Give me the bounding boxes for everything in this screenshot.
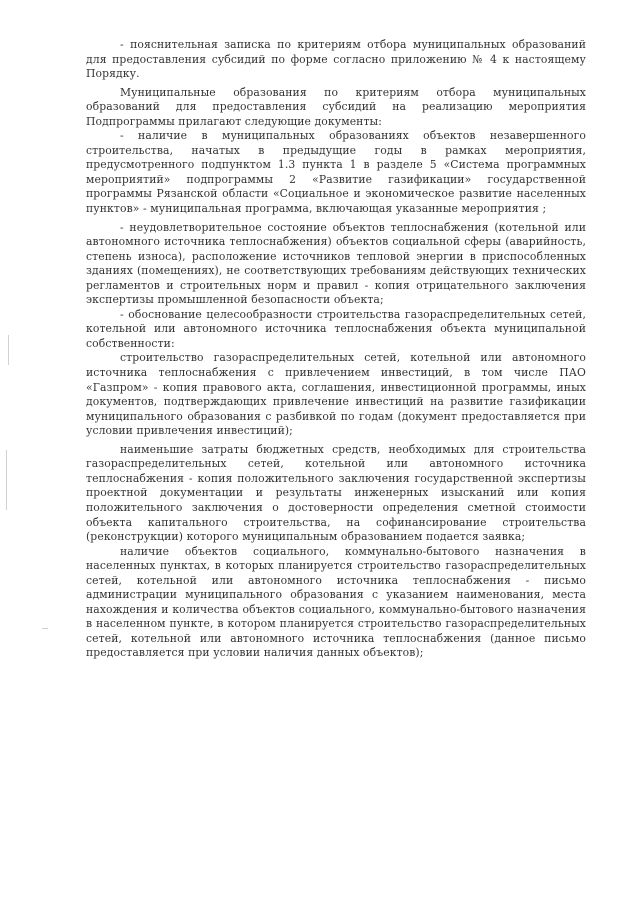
scan-artifact-left-3 [42,628,48,629]
paragraph-unfinished-construction: - наличие в муниципальных образованиях объектов незавершенного строительства, начатых в предыдущие годы в рамках мероприятия, предусмотренного подпунктом 1.3 пункта 1 в разделе 5 «Система программных мероприятий» подпрограммы 2 «Развитие газификации» государственной программы Рязанской области «Социальное и экономическое развитие населенных пунктов» - муниципальная программа, включающая указанные мероприятия ; [86,129,586,216]
paragraph-social-objects: наличие объектов социального, коммунально-бытового назначения в населенных пунктах, в которых планируется строительство газораспределительных сетей, котельной или автономного источника теплоснабжения - письмо администрации муниципального образования с указанием наименования, места нахождения и количества объектов социального, коммунально-бытового назначения в населенном пункте, в котором планируется строительство газораспределительных сетей, котельной или автономного источника теплоснабжения (данное письмо предоставляется при условии наличия данных объектов); [86,544,586,660]
paragraph-justification: - обоснование целесообразности строительства газораспределительных сетей, котельной или автономного источника теплоснабжения объекта муниципальной собственности: [86,307,586,350]
paragraph-explanatory-note: - пояснительная записка по критериям отбора муниципальных образований для предоставления субсидий по форме согласно приложению № 4 к настоящему Порядку. [86,38,586,81]
scan-artifact-left-2 [6,450,7,510]
paragraph-documents-intro: Муниципальные образования по критериям отбора муниципальных образований для предоставления субсидий на реализацию мероприятия Подпрограммы прилагают следующие документы: [86,85,586,128]
scan-artifact-left-1 [8,335,9,365]
paragraph-lowest-costs: наименьшие затраты бюджетных средств, необходимых для строительства газораспределительных сетей, котельной или автономного источника теплоснабжения - копия положительного заключения государственной экспертизы проектной документации и результаты инженерных изысканий или копия положительного заключения о достоверности определения сметной стоимости объекта капитального строительства, на софинансирование строительства (реконструкции) которого муниципальным образованием подается заявка; [86,442,586,544]
paragraph-investments: строительство газораспределительных сетей, котельной или автономного источника теплоснабжения с привлечением инвестиций, в том числе ПАО «Газпром» - копия правового акта, соглашения, инвестиционной программы, иных документов, подтверждающих привлечение инвестиций на развитие газификации муниципального образования с разбивкой по годам (документ предоставляется при условии привлечения инвестиций); [86,351,586,438]
paragraph-heat-supply-condition: - неудовлетворительное состояние объектов теплоснабжения (котельной или автономного источника теплоснабжения) объектов социальной сферы (аварийность, степень износа), расположение источников тепловой энергии в приспособленных зданиях (помещениях), не соответствующих требованиям действующих технических регламентов и строительных норм и правил - копия отрицательного заключения экспертизы промышленной безопасности объекта; [86,220,586,307]
document-body [86,38,586,661]
